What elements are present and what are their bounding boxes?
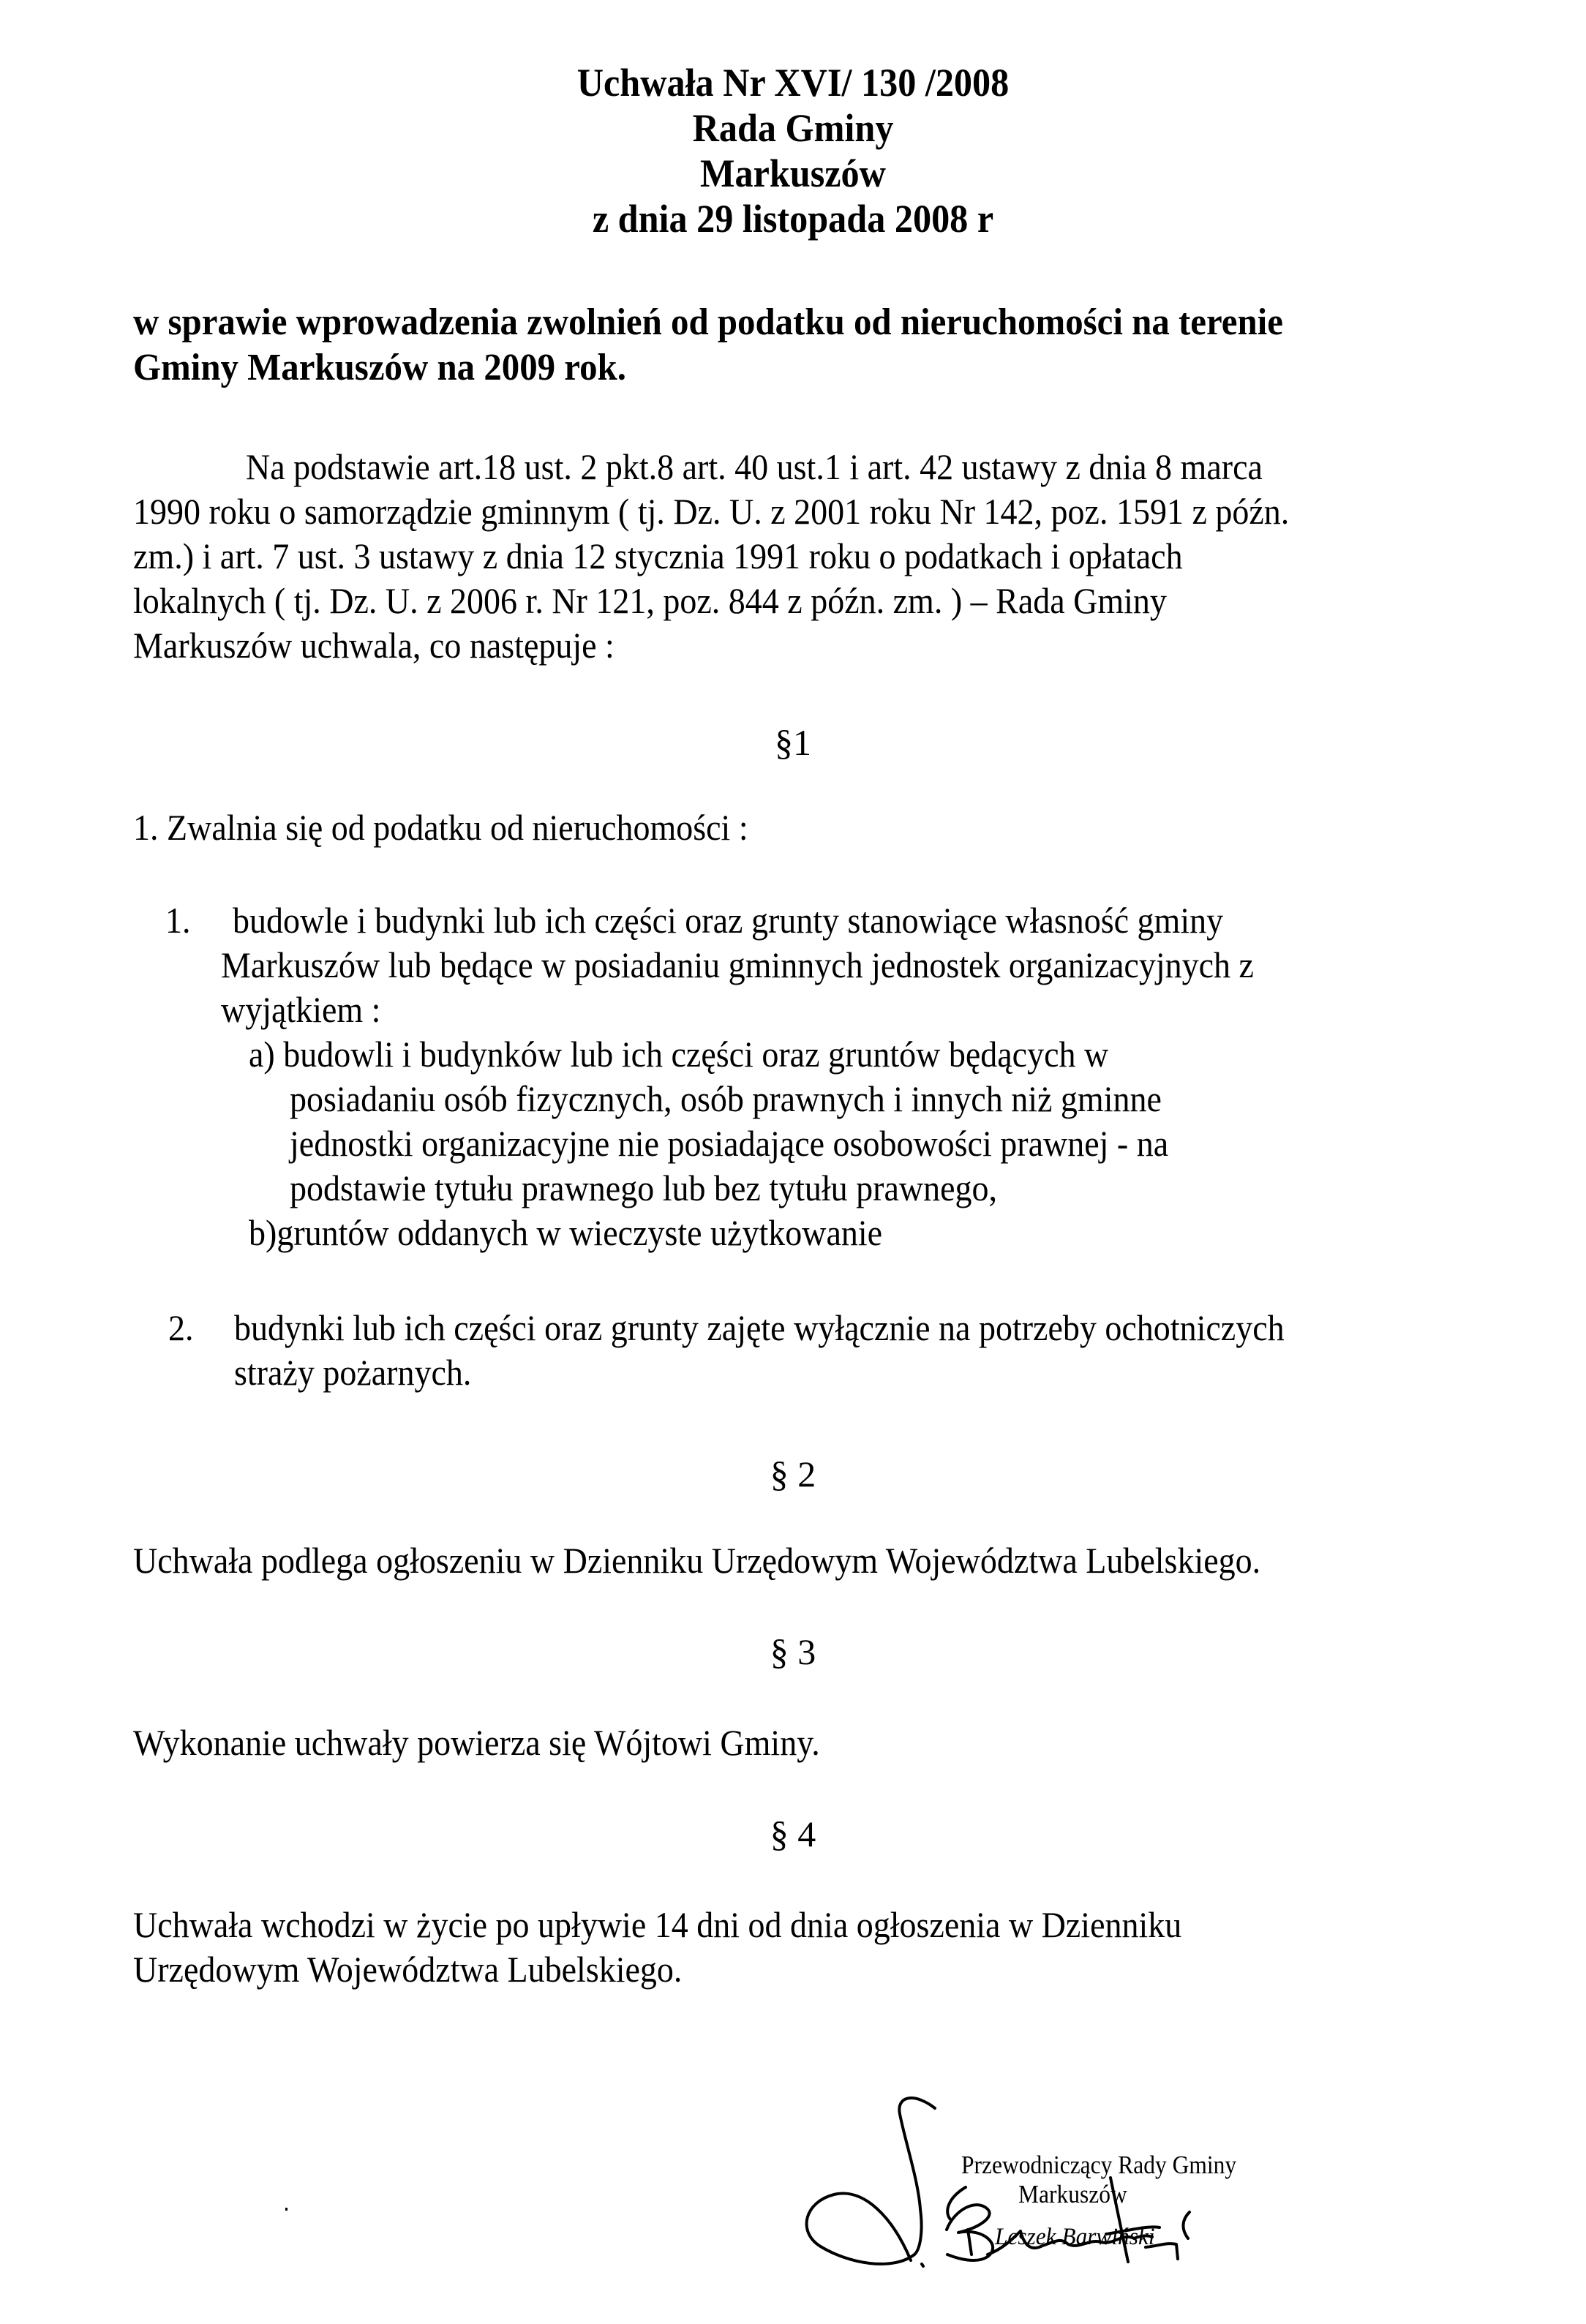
section-4-line: Uchwała wchodzi w życie po upływie 14 dni od dnia ogłoszenia w Dzienniku (133, 1904, 1182, 1945)
municipality-name: Markuszów (700, 151, 886, 195)
item-line: budynki lub ich części oraz grunty zajęte wyłącznie na potrzeby ochotniczych (234, 1307, 1285, 1348)
subject-line-1: w sprawie wprowadzenia zwolnień od podatku od nieruchomości na terenie (133, 301, 1283, 343)
resolution-number: Uchwała Nr XVI/ 130 /2008 (576, 61, 1010, 105)
stamp-title: Przewodniczący Rady Gminy (961, 2151, 1237, 2179)
stamp-name: Leszek Barwiński (995, 2224, 1155, 2250)
sub-item-a-line: podstawie tytułu prawnego lub bez tytułu prawnego, (290, 1167, 998, 1208)
item-number: 1. (165, 900, 191, 941)
item-line: Markuszów lub będące w posiadaniu gminnych jednostek organizacyjnych z (221, 944, 1254, 985)
sub-item-a-line: a) budowli i budynków lub ich części oraz gruntów będących w (249, 1034, 1109, 1075)
item-number: 2. (168, 1307, 194, 1348)
section-3-heading: § 3 (770, 1631, 816, 1672)
item-line: straży pożarnych. (234, 1352, 472, 1393)
item-line: wyjątkiem : (221, 989, 381, 1030)
preamble-line: zm.) i art. 7 ust. 3 ustawy z dnia 12 stycznia 1991 roku o podatkach i opłatach (133, 535, 1183, 576)
scan-speck (285, 2208, 287, 2211)
section-3-text: Wykonanie uchwały powierza się Wójtowi Gminy. (133, 1722, 820, 1763)
resolution-date: z dnia 29 listopada 2008 r (592, 197, 994, 241)
item-line: budowle i budynki lub ich części oraz grunty stanowiące własność gminy (233, 900, 1224, 941)
preamble-line: lokalnych ( tj. Dz. U. z 2006 r. Nr 121, poz. 844 z późn. zm. ) – Rada Gminy (133, 580, 1167, 621)
preamble-line: Markuszów uchwala, co następuje : (133, 625, 615, 666)
handwritten-signature (790, 2063, 1434, 2297)
section-4-heading: § 4 (770, 1813, 816, 1854)
preamble-line: Na podstawie art.18 ust. 2 pkt.8 art. 40 ust.1 i art. 42 ustawy z dnia 8 marca (246, 446, 1263, 487)
section-2-heading: § 2 (770, 1454, 816, 1494)
subject-line-2: Gminy Markuszów na 2009 rok. (133, 347, 626, 388)
section-2-text: Uchwała podlega ogłoszeniu w Dzienniku Urzędowym Województwa Lubelskiego. (133, 1540, 1261, 1581)
preamble-line: 1990 roku o samorządzie gminnym ( tj. Dz. U. z 2001 roku Nr 142, poz. 1591 z późn. (133, 491, 1290, 532)
stamp-municipality: Markuszów (1018, 2180, 1127, 2208)
sub-item-a-line: jednostki organizacyjne nie posiadające osobowości prawnej - na (290, 1123, 1169, 1164)
section-1-heading: §1 (775, 722, 811, 763)
section-4-line: Urzędowym Województwa Lubelskiego. (133, 1949, 683, 1990)
sub-item-a-line: posiadaniu osób fizycznych, osób prawnych i innych niż gminne (290, 1078, 1162, 1119)
section-1-intro: 1. Zwalnia się od podatku od nieruchomości : (133, 807, 748, 848)
sub-item-b: b)gruntów oddanych w wieczyste użytkowanie (249, 1212, 883, 1253)
issuing-body: Rada Gminy (692, 106, 894, 150)
